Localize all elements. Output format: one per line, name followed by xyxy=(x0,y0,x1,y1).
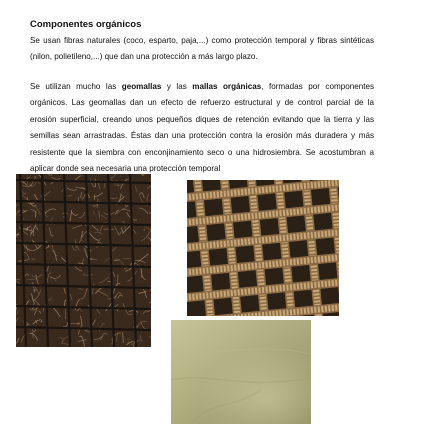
section-title: Componentes orgánicos xyxy=(30,19,142,30)
paragraph-text: y las xyxy=(161,82,193,91)
paragraph-text: , formadas por componentes orgánicos. Las geomallas dan un efecto de refuerzo estructural y de control parcial de la erosión superficial, creando unos pequeños diques de retención evitando que la tierra y las semillas sean arrastradas. Éstas dan una protección contra la erosión más duradera y más resistente que la siembra con enconjinamiento seco o una hidrosiembra. Se acostumbran a aplicar donde sea necesaria una protección temporal xyxy=(30,82,375,174)
paragraph-geomallas xyxy=(30,79,374,177)
bold-term-geomallas: geomallas xyxy=(121,82,162,91)
fabric-erosion-blanket-photo xyxy=(171,320,311,424)
coir-mesh-net-photo xyxy=(187,180,339,316)
paragraph-fibers: Se usan fibras naturales (coco, esparto, paja,...) como protección temporal y fibras sintéticas (nilon, polietileno,...) que dan una protección a más largo plazo. xyxy=(30,36,374,62)
paragraph-text: Se utilizan mucho las xyxy=(30,82,122,91)
dark-coir-mat-with-netting-photo xyxy=(16,174,151,347)
bold-term-mallas-organicas: mallas orgánicas xyxy=(192,82,262,91)
